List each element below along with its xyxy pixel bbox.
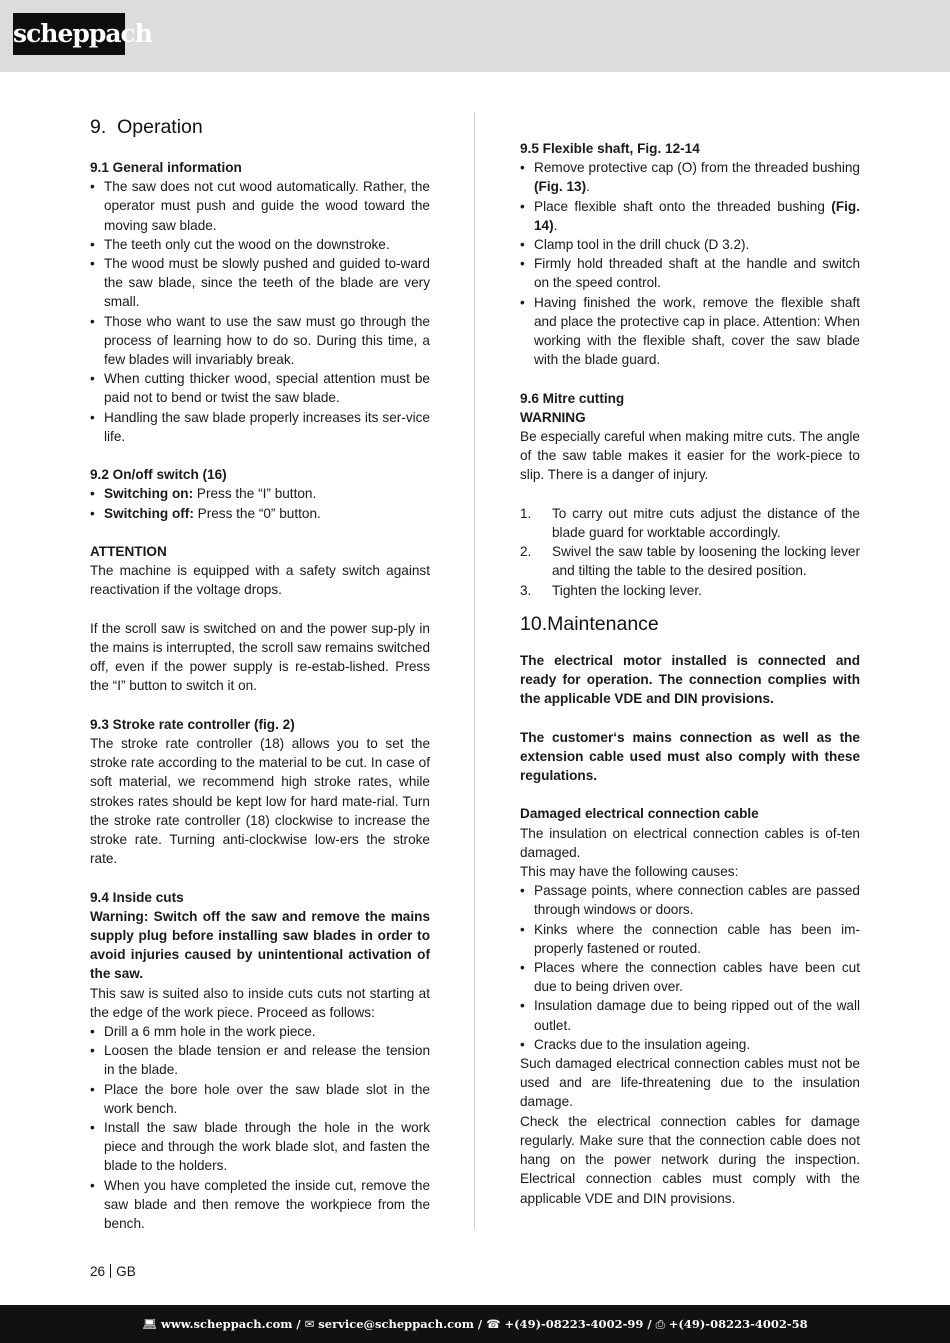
- scroll-saw-text: If the scroll saw is switched on and the power sup-ply in the mains is interrupted, the scroll saw remains switched off, even if the power supply is re-estab-lished. Press the “I” button to switch it on.: [90, 620, 430, 694]
- section-10-title: Maintenance: [547, 612, 659, 635]
- list-item: • When you have completed the inside cut, remove the saw blade and then remove the workpiece from the bench.: [90, 1176, 430, 1234]
- s95-title: 9.5 Flexible shaft, Fig. 12-14: [520, 141, 700, 156]
- list-item: [520, 197, 860, 235]
- maintenance-note-1: The electrical motor installed is connected and ready for operation. The connection complies with the applicable VDE and DIN provisions.: [520, 652, 860, 707]
- page-number-value: 26: [90, 1264, 106, 1279]
- maintenance-note-2: The customer‘s mains connection as well as the extension cable used must also comply with these regulations.: [520, 729, 860, 784]
- cable-text-3: Such damaged electrical connection cables must not be used and are life-threatening due to the insulation damage.: [520, 1056, 860, 1110]
- column-divider: [474, 112, 475, 1230]
- switch-off-text: Press the “0” button.: [193, 505, 321, 521]
- s96-title: 9.6 Mitre cutting: [520, 390, 625, 406]
- step-number: 3.: [520, 582, 532, 598]
- step-text: Tighten the locking lever.: [552, 582, 702, 598]
- right-column: [520, 139, 860, 1208]
- s95-list: [520, 158, 860, 369]
- list-item: • Drill a 6 mm hole in the work piece.: [90, 1022, 430, 1041]
- left-column: [90, 112, 430, 1233]
- step-text: Swivel the saw table by loosening the locking lever and tilting the table to the desired position.: [552, 544, 860, 579]
- switch-off-label: Switching off:: [104, 505, 194, 521]
- phone-number: +(49)-08223-4002-99: [504, 1317, 644, 1331]
- step-text: To carry out mitre cuts adjust the distance of the blade guard for worktable accordingly.: [552, 505, 860, 541]
- step-number: 2.: [520, 544, 532, 560]
- cable-causes-list: [520, 881, 860, 1054]
- list-item: • Places where the connection cables have been cut due to being driven over.: [520, 958, 860, 996]
- page-number: [90, 1264, 136, 1279]
- list-item: • Firmly hold threaded shaft at the handle and switch on the speed control.: [520, 254, 860, 292]
- list-item: • The teeth only cut the wood on the downstroke.: [90, 235, 430, 254]
- list-item: • Install the saw blade through the hole in the work piece and through the work blade slot, and fasten the blade to the holders.: [90, 1118, 430, 1176]
- s93-title: 9.3 Stroke rate controller (fig. 2): [90, 716, 295, 732]
- attention-title: ATTENTION: [90, 544, 167, 560]
- list-item: [520, 542, 860, 580]
- brand-logo: scheppach: [13, 13, 125, 55]
- list-item: • Those who want to use the saw must go through the process of learning how to do so. During this time, a few blades will invariably break.: [90, 312, 430, 370]
- list-item: • Clamp tool in the drill chuck (D 3.2).: [520, 235, 860, 254]
- language-code: GB: [116, 1264, 136, 1279]
- list-item: [520, 504, 860, 542]
- attention-text: The machine is equipped with a safety switch against reactivation if the voltage drops.: [90, 563, 430, 598]
- section-10-heading: [520, 611, 860, 637]
- list-item: • Having finished the work, remove the flexible shaft and place the protective cap in place. Attention: When working with the flexible shaft, cover the saw blade with the blade guard.: [520, 293, 860, 370]
- fax-icon: ⎙: [655, 1317, 665, 1331]
- step-number: 1.: [520, 505, 532, 521]
- list-item: • Loosen the blade tension er and release the tension in the blade.: [90, 1041, 430, 1079]
- s91-title: 9.1 General information: [90, 160, 242, 175]
- s92-title: 9.2 On/off switch (16): [90, 467, 227, 483]
- cable-text-1: The insulation on electrical connection cables is of-ten damaged.: [520, 825, 860, 860]
- s96-warning: WARNING: [520, 409, 586, 425]
- s96-steps: [520, 504, 860, 600]
- computer-icon: 💻︎: [142, 1317, 157, 1331]
- list-item: • Passage points, where connection cables are passed through windows or doors.: [520, 881, 860, 919]
- s94-warning: Warning: Switch off the saw and remove the mains supply plug before installing saw blades in order to avoid injuries caused by unintentional activation of the saw.: [90, 908, 430, 982]
- footer-bar: [0, 1305, 950, 1343]
- section-9-number: 9.: [90, 116, 107, 138]
- section-9-title: Operation: [117, 116, 203, 138]
- item-end: .: [586, 179, 590, 195]
- list-item: • Place the bore hole over the saw blade slot in the work bench.: [90, 1080, 430, 1118]
- list-item: • Handling the saw blade properly increases its ser-vice life.: [90, 408, 430, 446]
- s93-text: The stroke rate controller (18) allows you to set the stroke rate according to the material to be cut. In case of soft material, we recommend high stroke rates, while strokes rates should be kept low for hard mate-rial. Turn the stroke rate controller (18) clockwise to increase the stroke rate. Turning anti-clockwise low-ers the stroke rate.: [90, 736, 430, 867]
- s94-list: [90, 1022, 430, 1233]
- fig-ref: (Fig. 13): [534, 179, 587, 195]
- envelope-icon: ✉︎: [304, 1317, 315, 1331]
- item-text: Place flexible shaft onto the threaded bushing: [534, 198, 832, 214]
- list-item: • The saw does not cut wood automatically. Rather, the operator must push and guide the wood toward the moving saw blade.: [90, 177, 430, 235]
- list-item: [90, 484, 430, 503]
- list-item: [520, 581, 860, 600]
- section-9-heading: [90, 114, 430, 140]
- cable-title: Damaged electrical connection cable: [520, 806, 759, 822]
- switch-on-label: Switching on:: [104, 486, 194, 502]
- s91-list: [90, 177, 430, 446]
- list-item: • The wood must be slowly pushed and guided to-ward the saw blade, since the teeth of the blade are very small.: [90, 254, 430, 312]
- s96-text: Be especially careful when making mitre cuts. The angle of the saw table makes it easier for the work-piece to slip. There is a danger of injury.: [520, 429, 860, 483]
- list-item: [90, 504, 430, 523]
- header-bar: [0, 0, 950, 72]
- cable-text-2: This may have the following causes:: [520, 864, 739, 880]
- list-item: • Cracks due to the insulation ageing.: [520, 1035, 860, 1054]
- fax-number: +(49)-08223-4002-58: [668, 1317, 808, 1331]
- fig-ref: (Fig. 14): [534, 198, 860, 233]
- website-link[interactable]: www.scheppach.com: [160, 1317, 293, 1331]
- item-end: .: [553, 217, 558, 233]
- list-item: • Insulation damage due to being ripped out of the wall outlet.: [520, 996, 860, 1034]
- list-item: • When cutting thicker wood, special attention must be paid not to bend or twist the saw blade.: [90, 369, 430, 407]
- s92-list: [90, 484, 430, 522]
- page-separator: [110, 1264, 111, 1278]
- list-item: [520, 158, 860, 196]
- email-link[interactable]: service@scheppach.com: [318, 1317, 474, 1331]
- s94-text: This saw is suited also to inside cuts cuts not starting at the edge of the work piece. Proceed as follows:: [90, 985, 430, 1020]
- item-text: Remove protective cap (O) from the threaded bushing: [534, 160, 860, 176]
- s94-title: 9.4 Inside cuts: [90, 889, 184, 905]
- cable-text-4: Check the electrical connection cables for damage regularly. Make sure that the connection cable does not hang on the power network during the inspection. Electrical connection cables must comply with the applicable VDE and DIN provisions.: [520, 1113, 860, 1206]
- contact-line: 💻︎ www.scheppach.com / ✉︎ service@scheppach.com / ☎ +(49)-08223-4002-99 / ⎙ +(49)-08223-4002-58: [142, 1317, 808, 1331]
- list-item: • Kinks where the connection cable has been im-properly fastened or routed.: [520, 920, 860, 958]
- telephone-icon: ☎: [486, 1317, 501, 1331]
- switch-on-text: Press the “I” button.: [193, 486, 317, 502]
- section-10-number: 10.: [520, 612, 548, 635]
